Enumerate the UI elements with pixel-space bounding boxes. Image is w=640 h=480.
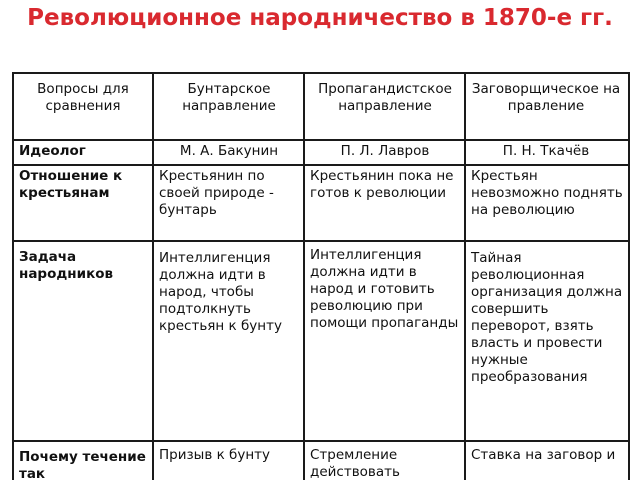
peasants-propaganda: Крестьянин пока не готов к революции: [310, 168, 454, 201]
row-divider-peasants: [12, 164, 629, 166]
column-divider-2: [303, 72, 305, 480]
ideolog-buntar: М. А. Бакунин: [179, 143, 279, 159]
row-label-ideolog: Идеолог: [19, 143, 86, 159]
table-border-left: [12, 72, 14, 480]
header-buntar: Бунтарское направление: [182, 81, 276, 114]
column-divider-1: [152, 72, 154, 480]
peasants-conspiracy: Крестьян невозможно поднять на революцию: [471, 168, 623, 218]
table-border-top: [12, 72, 629, 74]
why-buntar: Призыв к бунту: [159, 447, 271, 463]
why-conspiracy: Ставка на заговор и: [471, 447, 616, 463]
column-divider-3: [464, 72, 466, 480]
row-divider-task: [12, 240, 629, 242]
table-border-right: [628, 72, 630, 480]
row-label-task: Задача народников: [19, 249, 114, 282]
header-propaganda: Пропагандистское направление: [318, 81, 452, 114]
ideolog-conspiracy: П. Н. Ткачёв: [502, 143, 590, 159]
task-propaganda: Интеллигенция должна идти в народ и готовить революцию при помощи пропаганды: [310, 247, 459, 331]
row-divider-why: [12, 440, 629, 442]
header-questions: Вопросы для сравнения: [37, 81, 129, 114]
peasants-buntar: Крестьянин по своей природе - бунтарь: [159, 168, 274, 218]
why-propaganda: Стремление действовать: [310, 447, 400, 480]
task-buntar: Интеллигенция должна идти в народ, чтобы подтолкнуть крестьян к бунту: [159, 250, 282, 334]
slide-title: Революционное народничество в 1870-е гг.: [27, 5, 613, 31]
task-conspiracy: Тайная революционная организация должна совершить переворот, взять власть и провести нужные преобразования: [471, 250, 623, 385]
row-label-why: Почему течение так: [19, 449, 146, 480]
row-label-peasants: Отношение к крестьянам: [19, 168, 123, 201]
ideolog-propaganda: П. Л. Лавров: [340, 143, 430, 159]
row-divider-ideolog: [12, 139, 629, 141]
header-conspiracy: Заговорщическое направление: [471, 81, 621, 114]
